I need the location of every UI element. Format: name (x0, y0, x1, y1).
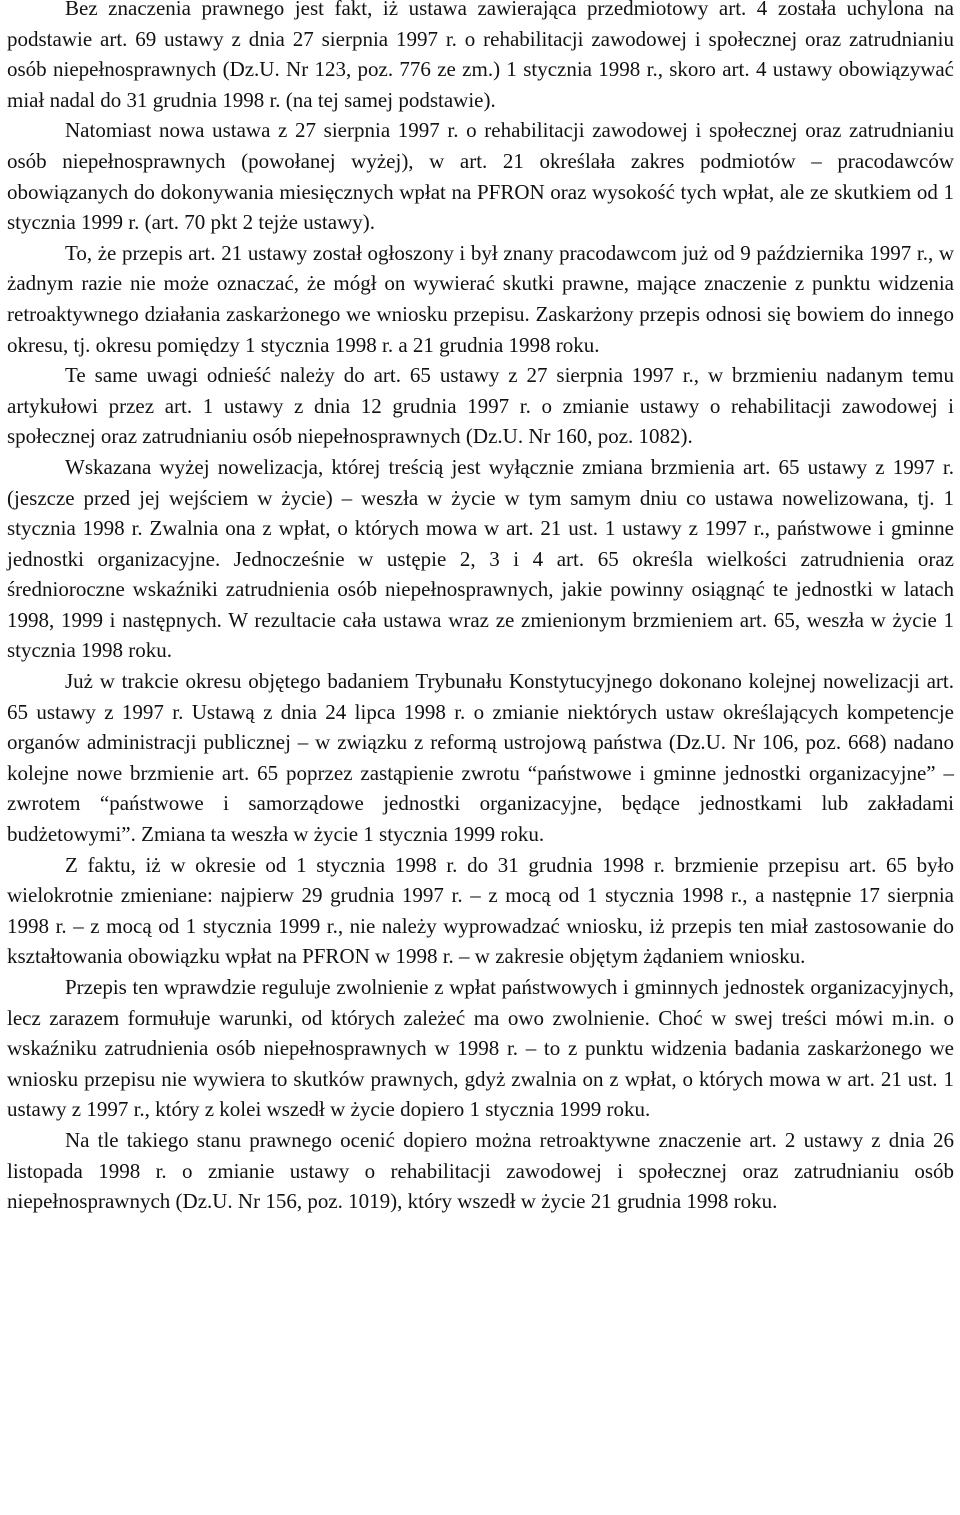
paragraph-4: Te same uwagi odnieść należy do art. 65 ustawy z 27 sierpnia 1997 r., w brzmieniu nadanym temu artykułowi przez art. 1 ustawy z dnia 12 grudnia 1997 r. o zmianie ustawy o rehabilitacji zawodowej i społecznej oraz zatrudnianiu osób niepełnosprawnych (Dz.U. Nr 160, poz. 1082). (7, 363, 954, 449)
document-body (7, 0, 954, 1217)
paragraph-6: Już w trakcie okresu objętego badaniem Trybunału Konstytucyjnego dokonano kolejnej nowelizacji art. 65 ustawy z 1997 r. Ustawą z dnia 24 lipca 1998 r. o zmianie niektórych ustaw określających kompetencje organów administracji publicznej – w związku z reformą ustrojową państwa (Dz.U. Nr 106, poz. 668) nadano kolejne nowe brzmienie art. 65 poprzez zastąpienie zwrotu “państwowe i gminne jednostki organizacyjne” – zwrotem “państwowe i samorządowe jednostki organizacyjne, będące jednostkami lub zakładami budżetowymi”. Zmiana ta weszła w życie 1 stycznia 1999 roku. (7, 669, 954, 847)
paragraph-7: Z faktu, iż w okresie od 1 stycznia 1998 r. do 31 grudnia 1998 r. brzmienie przepisu art. 65 było wielokrotnie zmieniane: najpierw 29 grudnia 1997 r. – z mocą od 1 stycznia 1998 r., a następnie 17 sierpnia 1998 r. – z mocą od 1 stycznia 1999 r., nie należy wyprowadzać wniosku, iż przepis ten miał zastosowanie do kształtowania obowiązku wpłat na PFRON w 1998 r. – w zakresie objętym żądaniem wniosku. (7, 852, 954, 969)
paragraph-3: To, że przepis art. 21 ustawy został ogłoszony i był znany pracodawcom już od 9 października 1997 r., w żadnym razie nie może oznaczać, że mógł on wywierać skutki prawne, mające znaczenie z punktu widzenia retroaktywnego działania zaskarżonego we wniosku przepisu. Zaskarżony przepis odnosi się bowiem do innego okresu, tj. okresu pomiędzy 1 stycznia 1998 r. a 21 grudnia 1998 roku. (7, 240, 954, 357)
paragraph-2: Natomiast nowa ustawa z 27 sierpnia 1997 r. o rehabilitacji zawodowej i społecznej oraz zatrudnianiu osób niepełnosprawnych (powołanej wyżej), w art. 21 określała zakres podmiotów – pracodawców obowiązanych do dokonywania miesięcznych wpłat na PFRON oraz wysokość tych wpłat, ale ze skutkiem od 1 stycznia 1999 r. (art. 70 pkt 2 tejże ustawy). (7, 118, 954, 235)
paragraph-5: Wskazana wyżej nowelizacja, której treścią jest wyłącznie zmiana brzmienia art. 65 ustawy z 1997 r. (jeszcze przed jej wejściem w życie) – weszła w życie w tym samym dniu co ustawa nowelizowana, tj. 1 stycznia 1998 r. Zwalnia ona z wpłat, o których mowa w art. 21 ust. 1 ustawy z 1997 r., państwowe i gminne jednostki organizacyjne. Jednocześnie w ustępie 2, 3 i 4 art. 65 określa wielkości zatrudnienia oraz średnioroczne wskaźniki zatrudnienia osób niepełnosprawnych, jakie powinny osiągnąć te jednostki w latach 1998, 1999 i następnych. W rezultacie cała ustawa wraz ze zmienionym brzmieniem art. 65, weszła w życie 1 stycznia 1998 roku. (7, 454, 954, 663)
paragraph-1: Bez znaczenia prawnego jest fakt, iż ustawa zawierająca przedmiotowy art. 4 została uchylona na podstawie art. 69 ustawy z dnia 27 sierpnia 1997 r. o rehabilitacji zawodowej i społecznej oraz zatrudnianiu osób niepełnosprawnych (Dz.U. Nr 123, poz. 776 ze zm.) 1 stycznia 1998 r., skoro art. 4 ustawy obowiązywać miał nadal do 31 grudnia 1998 r. (na tej samej podstawie). (7, 0, 954, 112)
paragraph-9: Na tle takiego stanu prawnego ocenić dopiero można retroaktywne znaczenie art. 2 ustawy z dnia 26 listopada 1998 r. o zmianie ustawy o rehabilitacji zawodowej i społecznej oraz zatrudnianiu osób niepełnosprawnych (Dz.U. Nr 156, poz. 1019), który wszedł w życie 21 grudnia 1998 roku. (7, 1127, 954, 1214)
paragraph-8: Przepis ten wprawdzie reguluje zwolnienie z wpłat państwowych i gminnych jednostek organizacyjnych, lecz zarazem formułuje warunki, od których zależeć ma owo zwolnienie. Choć w swej treści mówi m.in. o wskaźniku zatrudnienia osób niepełnosprawnych w 1998 r. – to z punktu widzenia badania zaskarżonego we wniosku przepisu nie wywiera to skutków prawnych, gdyż zwalnia on z wpłat, o których mowa w art. 21 ust. 1 ustawy z 1997 r., który z kolei wszedł w życie dopiero 1 stycznia 1999 roku. (7, 975, 954, 1122)
